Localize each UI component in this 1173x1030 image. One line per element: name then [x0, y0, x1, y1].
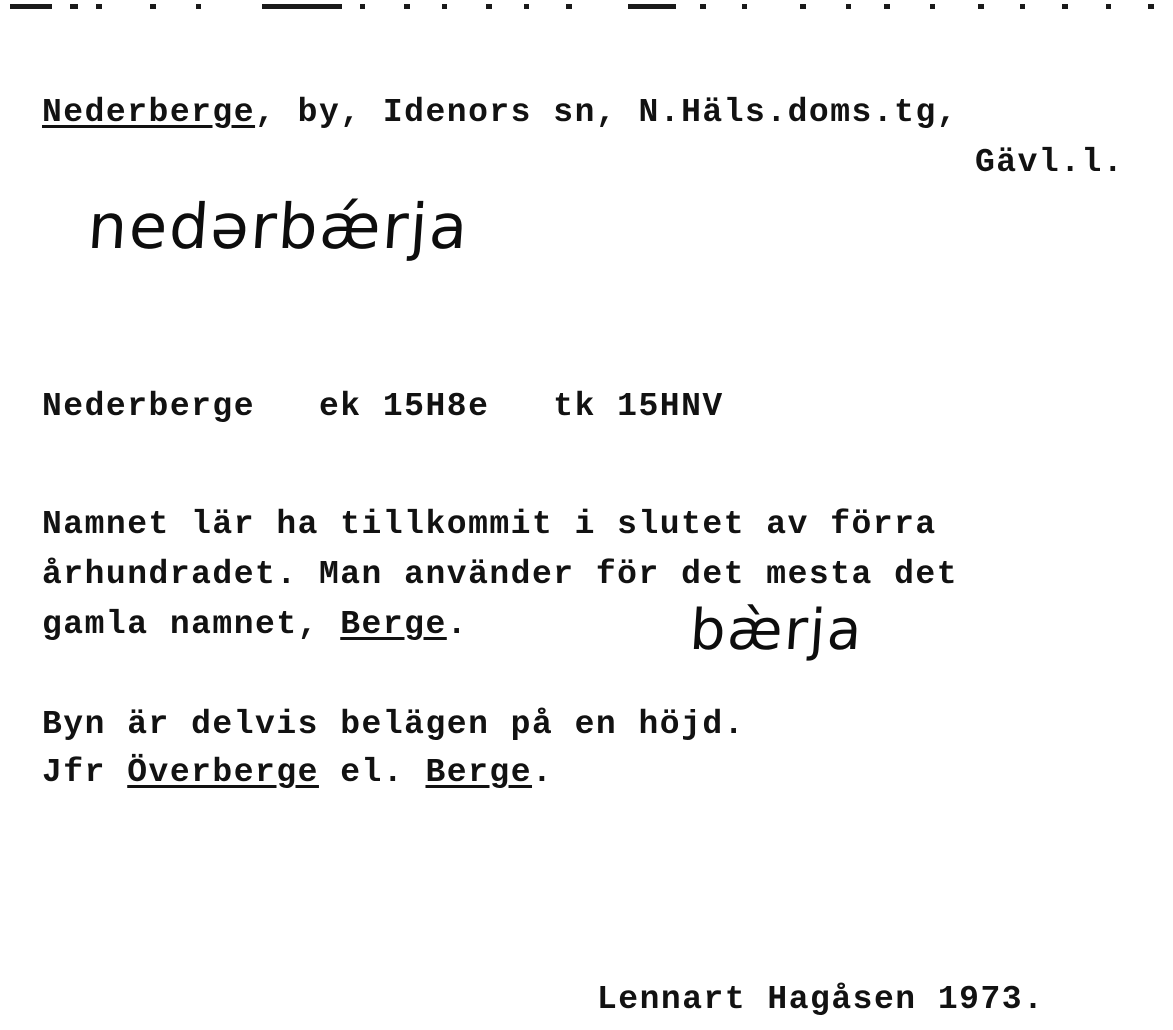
handwritten-transcription-main: nedərbǽrja — [85, 190, 472, 263]
note-line-3-post: . — [446, 606, 469, 643]
headword-name: Nederberge — [42, 94, 256, 131]
edge-mark — [1106, 4, 1111, 9]
edge-mark — [262, 4, 342, 9]
handwritten-transcription-secondary: bæ̀rja — [687, 598, 866, 663]
edge-mark — [70, 4, 78, 9]
crossref-post: . — [532, 754, 554, 791]
edge-mark — [846, 4, 851, 9]
edge-mark — [930, 4, 935, 9]
note-line-3-pre: gamla namnet, — [42, 606, 341, 643]
edge-mark — [1062, 4, 1068, 9]
map-reference-line: Nederberge ek 15H8e tk 15HNV — [42, 388, 724, 425]
headword-rest: , by, Idenors sn, N.Häls.doms.tg, — [255, 94, 959, 131]
note-line-2: århundradet. Man använder för det mesta det — [42, 556, 959, 593]
crossref-reference-1: Överberge — [127, 754, 319, 791]
edge-mark — [524, 4, 529, 9]
edge-mark — [700, 4, 706, 9]
note-line-3-reference: Berge — [340, 606, 447, 643]
crossref-pre: Jfr — [42, 754, 128, 791]
edge-mark — [96, 4, 102, 9]
edge-mark — [150, 4, 156, 9]
crossref-reference-2: Berge — [425, 754, 533, 791]
crossref-line-2 — [42, 748, 553, 798]
edge-mark — [486, 4, 492, 9]
note-line-3 — [42, 600, 468, 650]
edge-mark — [10, 4, 52, 9]
edge-mark — [742, 4, 747, 9]
edge-mark — [978, 4, 984, 9]
headword-line — [42, 88, 958, 138]
edge-mark — [196, 4, 201, 9]
note-line-1: Namnet lär ha tillkommit i slutet av förra — [42, 506, 937, 543]
signature-line: Lennart Hagåsen 1973. — [597, 981, 1045, 1018]
edge-mark — [1020, 4, 1025, 9]
edge-mark — [628, 4, 676, 9]
edge-mark — [442, 4, 447, 9]
edge-mark — [566, 4, 572, 9]
edge-mark — [404, 4, 410, 9]
edge-mark — [1148, 4, 1154, 9]
edge-mark — [360, 4, 365, 9]
edge-mark — [884, 4, 890, 9]
scan-edge-marks — [0, 0, 1173, 14]
edge-mark — [800, 4, 806, 9]
crossref-line-1: Byn är delvis belägen på en höjd. — [42, 706, 746, 743]
headword-line-2: Gävl.l. — [975, 144, 1125, 181]
crossref-mid: el. — [318, 754, 426, 791]
